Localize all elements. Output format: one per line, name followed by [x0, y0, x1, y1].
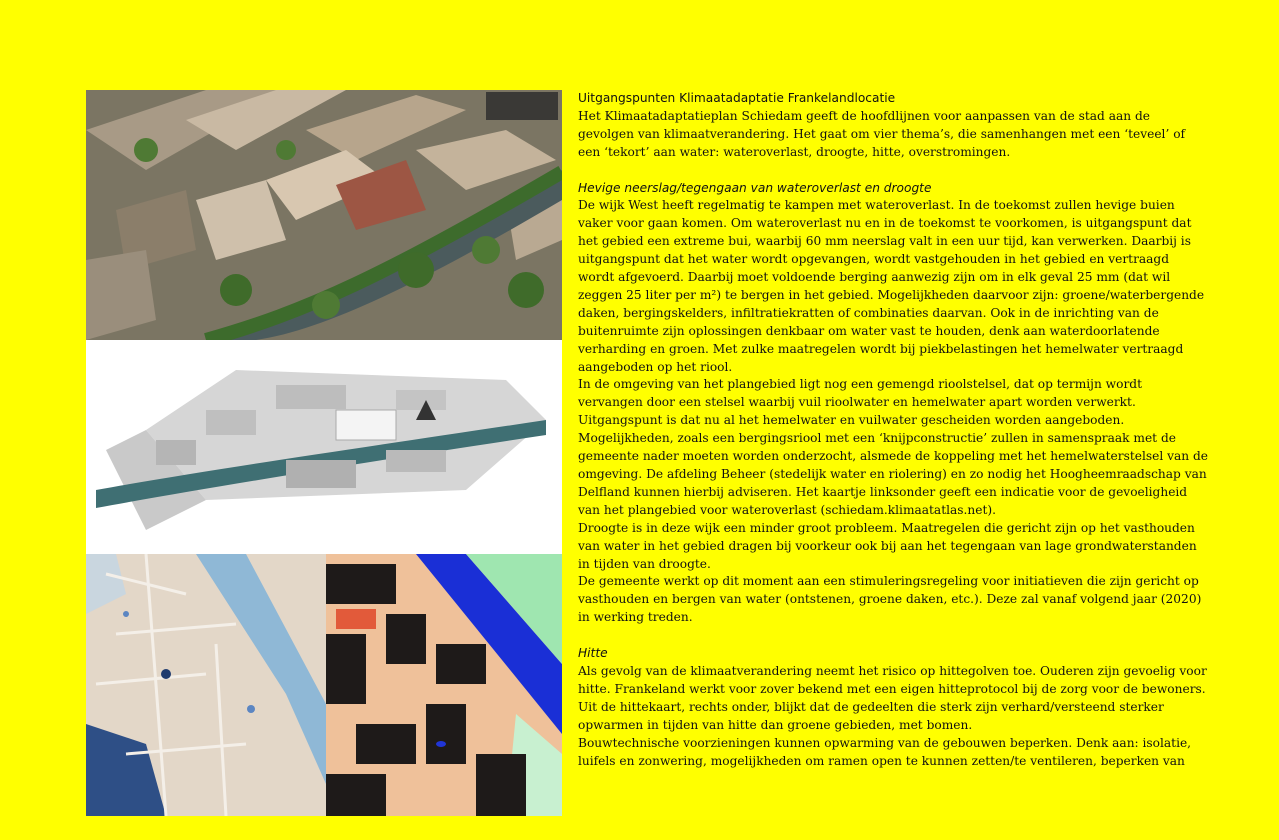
section-heading-neerslag: Hevige neerslag/tegengaan van wateroverlast en droogte [578, 180, 932, 195]
article-title: Uitgangspunten Klimaatadaptatie Frankelandlocatie [578, 91, 896, 105]
heat-map-image [326, 554, 562, 816]
image-column [86, 90, 562, 816]
aerial-photo [86, 90, 562, 340]
article-text [578, 90, 1208, 770]
section-heading-hitte: Hitte [578, 646, 608, 661]
paragraph: In de omgeving van het plangebied ligt nog een gemengd rioolstelsel, dat op termijn wordt vervangen door een stelsel waarbij vuil rioolwater en hemelwater apart worden verwerkt. Uitgangspunt is dat nu al het hemelwater en vuilwater gescheiden worden aangeboden. Mogelijkheden, zoals een bergingsriool met een ‘knijpconstructie’ zullen in samenspraak met de gemeente nader moeten worden onderzocht, alsmede de koppeling met het hemelwaterstelsel van de omgeving. De afdeling Beheer (stedelijk water en riolering) en zo nodig het Hoogheemraadschap van Delfland kunnen hierbij adviseren. Het kaartje linksonder geeft een indicatie voor de gevoeligheid van het plangebied voor wateroverlast (schiedam.klimaatatlas.net). [578, 377, 1208, 517]
intro-paragraph: Het Klimaatadaptatieplan Schiedam geeft de hoofdlijnen voor aanpassen van de stad aan de gevolgen van klimaatverandering. Het gaat om vier thema’s, die samenhangen met een ‘teveel’ of een ‘tekort’ aan water: wateroverlast, droogte, hitte, overstromingen. [578, 108, 1186, 159]
paragraph: Bouwtechnische voorzieningen kunnen opwarming van de gebouwen beperken. Denk aan: isolatie, luifels en zonwering, mogelijkheden om ramen open te kunnen zetten/te ventileren, beperken van [578, 735, 1192, 768]
paragraph: Droogte is in deze wijk een minder groot probleem. Maatregelen die gericht zijn op het vasthouden van water in het gebied dragen bij voorkeur ook bij aan het tegengaan van lage grondwaterstanden in tijden van droogte. [578, 520, 1197, 571]
paragraph: Als gevolg van de klimaatverandering neemt het risico op hittegolven toe. Ouderen zijn gevoelig voor hitte. Frankeland werkt voor zover bekend met een eigen hitteprotocol bij de zorg voor de bewoners. Uit de hittekaart, rechts onder, blijkt dat de gedeelten die sterk zijn verhard/versteend sterker opwarmen in tijden van hitte dan groene gebieden, met bomen. [578, 663, 1207, 732]
paragraph: De wijk West heeft regelmatig te kampen met wateroverlast. In de toekomst zullen hevige buien vaker voor gaan komen. Om wateroverlast nu en in de toekomst te voorkomen, is uitgangspunt dat het gebied een extreme bui, waarbij 60 mm neerslag valt in een uur tijd, kan verwerken. Daarbij is uitgangspunt dat het water wordt opgevangen, wordt vastgehouden in het gebied en vertraagd wordt afgevoerd. Daarbij moet voldoende berging aanwezig zijn om in elk geval 25 mm (dat wil zeggen 25 liter per m²) te bergen in het gebied. Mogelijkheden daarvoor zijn: groene/waterbergende daken, bergingskelders, infiltratiekratten of combinaties daarvan. Ook in de inrichting van de buitenruimte zijn oplossingen denkbaar om water vast te houden, denk aan waterdoorlatende verharding en groen. Met zulke maatregelen wordt bij piekbelastingen het hemelwater vertraagd aangeboden op het riool. [578, 198, 1205, 374]
flood-map-image [86, 554, 326, 816]
paragraph: De gemeente werkt op dit moment aan een stimuleringsregeling voor initiatieven die zijn gericht op vasthouden en bergen van water (ontstenen, groene daken, etc.). Deze zal vanaf volgend jaar (2020) in werking treden. [578, 574, 1202, 625]
3d-model-image [86, 340, 562, 554]
